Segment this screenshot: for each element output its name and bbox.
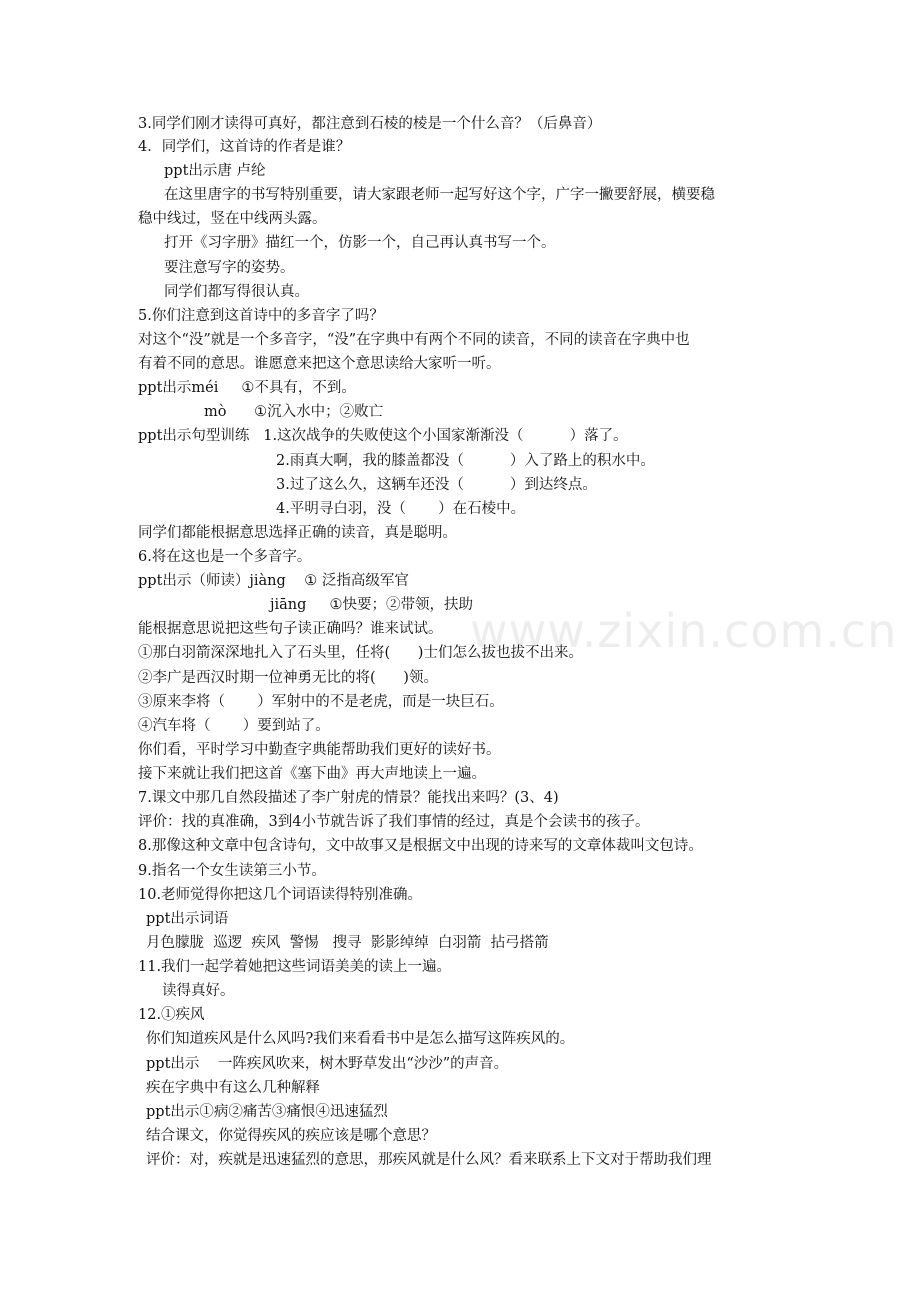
text-line: ppt出示①病②痛苦③痛恨④迅速猛烈 xyxy=(146,1104,388,1120)
text-line: 6.将在这也是一个多音字。 xyxy=(138,549,312,565)
text-line: ①那白羽箭深深地扎入了石头里，任将( )士们怎么拔也拔不出来。 xyxy=(138,645,583,661)
text-line: 3.过了这么久，这辆车还没（ ）到达终点。 xyxy=(276,477,597,493)
text-line: ④汽车将（ ）要到站了。 xyxy=(138,718,330,734)
text-line: mò ①沉入水中；②败亡 xyxy=(204,404,384,420)
text-line: 要注意写字的姿势。 xyxy=(164,260,295,276)
text-line: 你们知道疾风是什么风吗?我们来看看书中是怎么描写这阵疾风的。 xyxy=(146,1031,575,1047)
text-line: 结合课文，你觉得疾风的疾应该是哪个意思？ xyxy=(146,1128,436,1144)
text-line: ppt出示句型训练 1.这次战争的失败使这个小国家渐渐没（ ）落了。 xyxy=(138,428,628,444)
text-line: 疾在字典中有这么几种解释 xyxy=(146,1080,320,1096)
text-line: ppt出示 一阵疾风吹来，树木野草发出“沙沙”的声音。 xyxy=(146,1056,509,1072)
text-line: 8.那像这种文章中包含诗句，文中故事又是根据文中出现的诗来写的文章体裁叫文包诗。 xyxy=(138,838,703,854)
text-line: ②李广是西汉时期一位神勇无比的将( )领。 xyxy=(138,670,438,686)
text-line: 12.①疾风 xyxy=(138,1007,205,1023)
text-line: 能根据意思说把这些句子读正确吗？谁来试试。 xyxy=(138,621,443,637)
text-line: 在这里唐字的书写特别重要，请大家跟老师一起写好这个字，广字一撇要舒展，横要稳 xyxy=(164,187,715,203)
text-line: 7.课文中那几自然段描述了李广射虎的情景？能找出来吗？(3、4) xyxy=(138,790,559,806)
text-line: 4.平明寻白羽，没（ ）在石棱中。 xyxy=(276,501,526,517)
text-line: 打开《习字册》描红一个，仿影一个，自己再认真书写一个。 xyxy=(164,235,556,251)
text-line: 4．同学们，这首诗的作者是谁？ xyxy=(138,139,351,155)
text-line: 同学们都能根据意思选择正确的读音，真是聪明。 xyxy=(138,525,457,541)
text-line: 11.我们一起学着她把这些词语美美的读上一遍。 xyxy=(138,959,452,975)
text-line: ppt出示唐 卢纶 xyxy=(164,163,266,179)
text-line: 月色朦胧 巡逻 疾风 警惕 搜寻 影影绰绰 白羽箭 拈弓搭箭 xyxy=(146,935,549,951)
text-line: ③原来李将（ ）军射中的不是老虎，而是一块巨石。 xyxy=(138,694,504,710)
text-line: 读得真好。 xyxy=(162,983,235,999)
text-line: 5.你们注意到这首诗中的多音字了吗？ xyxy=(138,308,384,324)
text-line: jiāng ①快要；②带领，扶助 xyxy=(270,597,473,613)
text-line: 有着不同的意思。谁愿意来把这个意思读给大家听一听。 xyxy=(138,356,501,372)
text-line: 3.同学们刚才读得可真好，都注意到石棱的棱是一个什么音？（后鼻音） xyxy=(138,116,602,132)
text-line: 你们看，平时学习中勤查字典能帮助我们更好的读好书。 xyxy=(138,742,501,758)
text-line: ppt出示（师读）jiàng ① 泛指高级军官 xyxy=(138,573,409,589)
text-line: 10.老师觉得你把这几个词语读得特别准确。 xyxy=(138,887,423,903)
text-line: ppt出示méi ①不具有，不到。 xyxy=(138,380,356,396)
text-line: 9.指名一个女生读第三小节。 xyxy=(138,863,326,879)
text-line: 评价：找的真准确，3到4小节就告诉了我们事情的经过，真是个会读书的孩子。 xyxy=(138,814,650,830)
text-line: 评价：对，疾就是迅速猛烈的意思，那疾风就是什么风？看来联系上下文对于帮助我们理 xyxy=(146,1152,712,1168)
text-line: 2.雨真大啊，我的膝盖都没（ ）入了路上的积水中。 xyxy=(276,453,655,469)
text-line: 稳中线过，竖在中线两头露。 xyxy=(138,211,327,227)
text-line: 对这个“没”就是一个多音字，“没”在字典中有两个不同的读音，不同的读音在字典中也 xyxy=(138,332,690,348)
text-line: 同学们都写得很认真。 xyxy=(164,284,309,300)
watermark: www.zixin.com.cn xyxy=(470,604,898,658)
text-line: 接下来就让我们把这首《塞下曲》再大声地读上一遍。 xyxy=(138,766,486,782)
text-line: ppt出示词语 xyxy=(146,911,229,927)
